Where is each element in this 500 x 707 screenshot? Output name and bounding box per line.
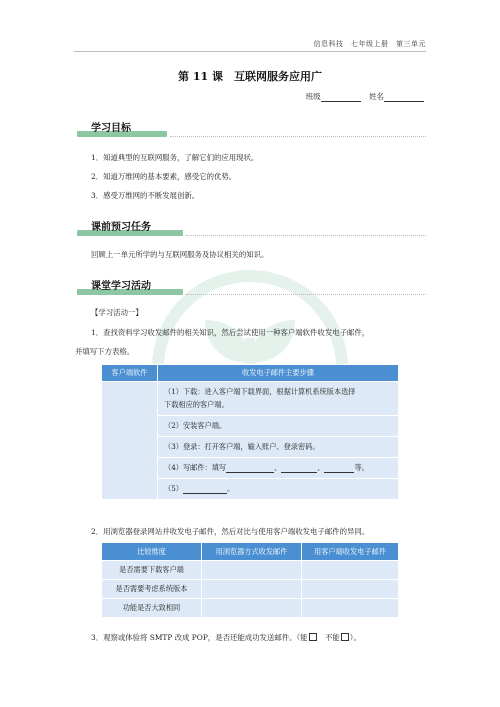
answer-cell[interactable] bbox=[202, 599, 302, 618]
section-heading: 课堂学习活动 bbox=[91, 281, 151, 292]
step4-suffix: 等。 bbox=[354, 463, 369, 472]
table-row bbox=[102, 580, 399, 599]
section-goals bbox=[75, 121, 167, 137]
question-3 bbox=[91, 632, 361, 643]
activity1-label: 【学习活动一】 bbox=[91, 308, 143, 317]
question-3-text: 3．观察或体验将 SMTP 改成 POP，是否还能成功发送邮件。（能 bbox=[91, 633, 308, 642]
row-label: 功能是否大致相同 bbox=[102, 599, 202, 618]
email-steps-table bbox=[101, 364, 399, 500]
answer-cell[interactable] bbox=[202, 580, 302, 599]
section-rule bbox=[170, 136, 426, 137]
class-name-line bbox=[306, 91, 424, 102]
step4-sep: 、 bbox=[317, 463, 325, 472]
comparison-table bbox=[101, 542, 399, 618]
answer-cell[interactable] bbox=[202, 561, 302, 580]
row-label: 是否需要下载客户端 bbox=[102, 561, 202, 580]
name-blank[interactable] bbox=[384, 92, 424, 102]
table-header-client: 客户端软件 bbox=[102, 365, 158, 382]
table-header: 用客户端收发电子邮件 bbox=[302, 543, 399, 561]
question-1-line2: 并填写下方表格。 bbox=[75, 347, 135, 356]
name-label: 姓名 bbox=[369, 92, 384, 101]
step-cell: （2）安装客户端。 bbox=[158, 416, 399, 437]
section-heading: 学习目标 bbox=[91, 123, 131, 134]
step-cell bbox=[158, 382, 399, 416]
class-label: 班级 bbox=[305, 92, 321, 101]
question-3-mid: 不能 bbox=[317, 633, 340, 642]
question-1-line1: 1．查找资料学习收发邮件的相关知识，然后尝试使用一种客户端软件收发电子邮件， bbox=[91, 328, 370, 337]
class-blank[interactable] bbox=[321, 92, 361, 102]
step-cell: （3）登录：打开客户端，输入账户、登录密码。 bbox=[158, 437, 399, 458]
preview-text: 回顾上一单元所学的与互联网服务及协议相关的知识。 bbox=[91, 250, 269, 259]
fill-blank[interactable] bbox=[324, 463, 354, 473]
section-activities bbox=[75, 279, 183, 295]
fill-blank[interactable] bbox=[183, 484, 227, 494]
question-2: 2．用浏览器登录网站并收发电子邮件，然后对比与使用客户端收发电子邮件的异同。 bbox=[91, 527, 370, 536]
table-header: 用浏览器方式收发邮件 bbox=[202, 543, 302, 561]
step5-prefix: （5） bbox=[164, 484, 183, 493]
section-rule bbox=[186, 294, 426, 295]
step1-line2: 下载相应的客户端。 bbox=[164, 400, 229, 409]
step1-line1: （1）下载：进入客户端下载界面，根据计算机系统版本选择 bbox=[164, 387, 356, 396]
fill-blank[interactable] bbox=[281, 463, 317, 473]
step4-prefix: （4）写邮件：填写 bbox=[164, 463, 227, 472]
goal-item: 1．知道典型的互联网服务，了解它们的应用现状。 bbox=[91, 153, 259, 162]
goal-item: 3．感受万维网的不断发展创新。 bbox=[91, 191, 200, 200]
lesson-title: 第 11 课 互联网服务应用广 bbox=[178, 70, 322, 83]
section-preview bbox=[75, 220, 183, 236]
fill-blank[interactable] bbox=[226, 463, 274, 473]
goal-item: 2．知道万维网的基本要素，感受它的优势。 bbox=[91, 172, 237, 181]
table-header: 比较维度 bbox=[102, 543, 202, 561]
answer-cell[interactable] bbox=[302, 580, 399, 599]
section-rule bbox=[186, 235, 426, 236]
step-cell bbox=[158, 458, 399, 479]
question-3-end: ）。 bbox=[349, 633, 361, 642]
answer-cell[interactable] bbox=[302, 561, 399, 580]
step-cell bbox=[158, 479, 399, 500]
table-row bbox=[102, 561, 399, 580]
section-heading: 课前预习任务 bbox=[91, 222, 151, 233]
header-note: 信息科技 七年级上册 第三单元 bbox=[313, 40, 426, 48]
client-software-cell[interactable] bbox=[102, 382, 158, 500]
step5-suffix: 。 bbox=[226, 484, 235, 493]
row-label: 是否需要考虑系统版本 bbox=[102, 580, 202, 599]
answer-cell[interactable] bbox=[302, 599, 399, 618]
checkbox-yes[interactable] bbox=[309, 633, 317, 641]
table-row bbox=[102, 599, 399, 618]
table-header-steps: 收发电子邮件主要步骤 bbox=[158, 365, 399, 382]
checkbox-no[interactable] bbox=[341, 633, 349, 641]
step4-sep: 、 bbox=[274, 463, 282, 472]
header-divider bbox=[74, 51, 426, 52]
